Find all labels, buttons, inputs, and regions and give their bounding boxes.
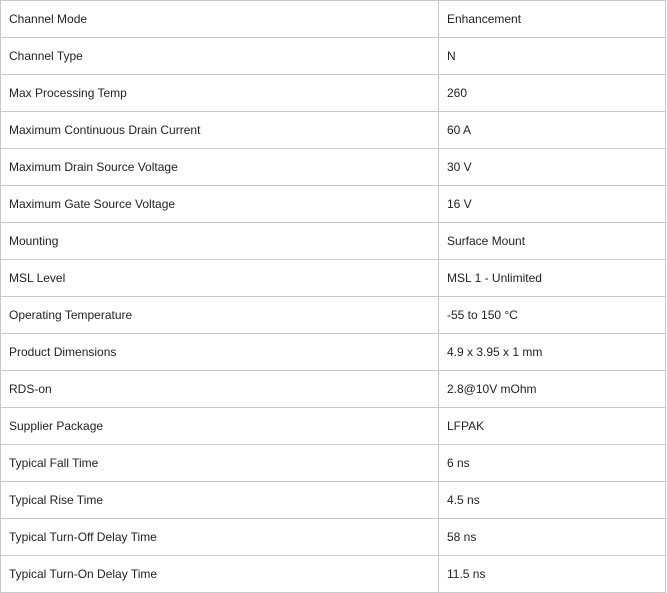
specifications-table-body bbox=[1, 1, 666, 593]
spec-value: 4.9 x 3.95 x 1 mm bbox=[439, 334, 666, 371]
spec-name: MSL Level bbox=[1, 260, 439, 297]
spec-value: 6 ns bbox=[439, 445, 666, 482]
spec-value: 260 bbox=[439, 75, 666, 112]
table-row bbox=[1, 1, 666, 38]
table-row bbox=[1, 260, 666, 297]
spec-value: -55 to 150 °C bbox=[439, 297, 666, 334]
spec-name: Maximum Continuous Drain Current bbox=[1, 112, 439, 149]
spec-value: 4.5 ns bbox=[439, 482, 666, 519]
table-row bbox=[1, 297, 666, 334]
table-row bbox=[1, 186, 666, 223]
table-row bbox=[1, 38, 666, 75]
spec-name: Typical Rise Time bbox=[1, 482, 439, 519]
table-row bbox=[1, 223, 666, 260]
spec-value: 60 A bbox=[439, 112, 666, 149]
table-row bbox=[1, 408, 666, 445]
spec-name: Typical Turn-On Delay Time bbox=[1, 556, 439, 593]
spec-name: Channel Type bbox=[1, 38, 439, 75]
spec-name: Typical Turn-Off Delay Time bbox=[1, 519, 439, 556]
spec-value: 16 V bbox=[439, 186, 666, 223]
spec-value: Surface Mount bbox=[439, 223, 666, 260]
spec-name: Maximum Drain Source Voltage bbox=[1, 149, 439, 186]
table-row bbox=[1, 112, 666, 149]
spec-name: Maximum Gate Source Voltage bbox=[1, 186, 439, 223]
table-row bbox=[1, 149, 666, 186]
spec-value: MSL 1 - Unlimited bbox=[439, 260, 666, 297]
table-row bbox=[1, 371, 666, 408]
spec-name: Typical Fall Time bbox=[1, 445, 439, 482]
spec-name: Operating Temperature bbox=[1, 297, 439, 334]
spec-name: RDS-on bbox=[1, 371, 439, 408]
spec-value: Enhancement bbox=[439, 1, 666, 38]
table-row bbox=[1, 75, 666, 112]
spec-name: Max Processing Temp bbox=[1, 75, 439, 112]
spec-name: Channel Mode bbox=[1, 1, 439, 38]
table-row bbox=[1, 556, 666, 593]
table-row bbox=[1, 445, 666, 482]
spec-name: Product Dimensions bbox=[1, 334, 439, 371]
spec-value: 2.8@10V mOhm bbox=[439, 371, 666, 408]
spec-value: N bbox=[439, 38, 666, 75]
spec-name: Supplier Package bbox=[1, 408, 439, 445]
table-row bbox=[1, 482, 666, 519]
spec-value: LFPAK bbox=[439, 408, 666, 445]
table-row bbox=[1, 334, 666, 371]
spec-value: 58 ns bbox=[439, 519, 666, 556]
spec-value: 11.5 ns bbox=[439, 556, 666, 593]
spec-name: Mounting bbox=[1, 223, 439, 260]
spec-value: 30 V bbox=[439, 149, 666, 186]
table-row bbox=[1, 519, 666, 556]
